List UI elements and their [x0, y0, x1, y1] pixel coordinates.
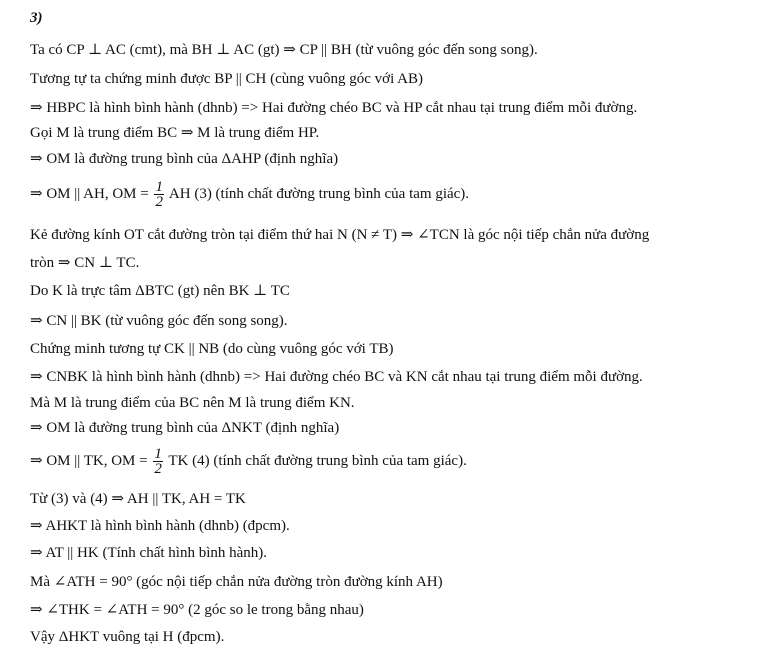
proof-line-3: ⇒ HBPC là hình bình hành (dhnb) => Hai đường chéo BC và HP cắt nhau tại trung điểm mỗi đường.	[30, 100, 638, 116]
proof-line-11: Chứng minh tương tự CK || NB (do cùng vuông góc với TB)	[30, 341, 394, 357]
proof-line-6	[30, 174, 469, 214]
fraction-denominator: 2	[155, 194, 163, 211]
proof-line-9: Do K là trực tâm ΔBTC (gt) nên BK ⊥ TC	[30, 283, 290, 299]
proof-line-2: Tương tự ta chứng minh được BP || CH (cùng vuông góc với AB)	[30, 71, 423, 87]
proof-line-5: ⇒ OM là đường trung bình của ΔAHP (định nghĩa)	[30, 151, 339, 167]
proof-line-21: Vậy ΔHKT vuông tại H (đpcm).	[30, 629, 225, 645]
proof-line-1: Ta có CP ⊥ AC (cmt), mà BH ⊥ AC (gt) ⇒ CP || BH (từ vuông góc đến song song).	[30, 42, 538, 58]
fraction-one-half	[153, 447, 163, 476]
problem-number: 3)	[30, 10, 43, 26]
proof-line-16: Từ (3) và (4) ⇒ AH || TK, AH = TK	[30, 491, 246, 507]
proof-line-15	[30, 441, 467, 481]
formula-lead: ⇒ OM || TK, OM =	[30, 453, 148, 469]
proof-line-18: ⇒ AT || HK (Tính chất hình bình hành).	[30, 545, 268, 561]
formula-tail: TK (4) (tính chất đường trung bình của tam giác).	[168, 453, 467, 469]
proof-line-12: ⇒ CNBK là hình bình hành (dhnb) => Hai đường chéo BC và KN cắt nhau tại trung điểm mỗi đường.	[30, 369, 643, 385]
fraction-numerator: 1	[154, 446, 162, 463]
proof-line-20: ⇒ ∠THK = ∠ATH = 90° (2 góc so le trong bằng nhau)	[30, 602, 364, 618]
formula-lead: ⇒ OM || AH, OM =	[30, 186, 149, 202]
proof-line-7: Kẻ đường kính OT cắt đường tròn tại điểm thứ hai N (N ≠ T) ⇒ ∠TCN là góc nội tiếp chắn nửa đường	[30, 227, 650, 243]
proof-line-4: Gọi M là trung điểm BC ⇒ M là trung điểm HP.	[30, 125, 320, 141]
proof-line-14: ⇒ OM là đường trung bình của ΔNKT (định nghĩa)	[30, 420, 340, 436]
proof-line-8: tròn ⇒ CN ⊥ TC.	[30, 255, 140, 271]
fraction-denominator: 2	[154, 461, 162, 478]
proof-line-17: ⇒ AHKT là hình bình hành (dhnb) (đpcm).	[30, 518, 290, 534]
proof-line-10: ⇒ CN || BK (từ vuông góc đến song song).	[30, 313, 288, 329]
proof-line-13: Mà M là trung điểm của BC nên M là trung điểm KN.	[30, 395, 355, 411]
fraction-numerator: 1	[155, 179, 163, 196]
formula-tail: AH (3) (tính chất đường trung bình của tam giác).	[168, 186, 470, 202]
fraction-one-half	[154, 180, 164, 209]
proof-line-19: Mà ∠ATH = 90° (góc nội tiếp chắn nửa đường tròn đường kính AH)	[30, 574, 443, 590]
